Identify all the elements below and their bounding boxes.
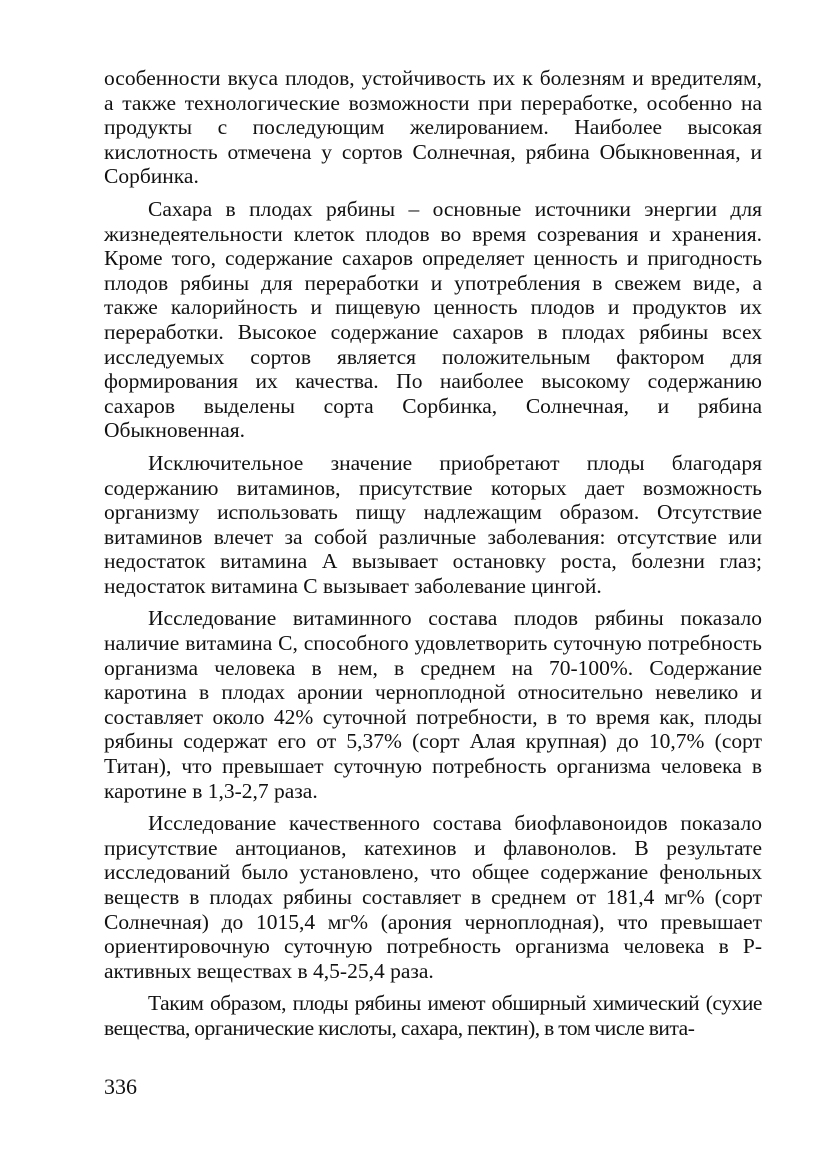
document-body — [104, 66, 762, 1049]
paragraph-3: Исключительное значение приобретают плоды благодаря содержанию витаминов, присутствие которых дает возможность организму использовать пищу надлежащим образом. Отсутствие витаминов влечет за собой различные заболевания: отсутствие или недостаток витамина А вызывает остановку роста, болезни глаз; недостаток витамина С вызывает заболевание цингой. — [104, 450, 762, 598]
paragraph-6: Таким образом, плоды рябины имеют обширный химический (сухие вещества, органические кислоты, сахара, пектин), в том числе вита- — [104, 991, 762, 1040]
page-number: 336 — [104, 1074, 137, 1099]
paragraph-1: особенности вкуса плодов, устойчивость их к болезням и вредителям, а также технологические возможности при переработке, особенно на продукты с последующим желированием. Наиболее высокая кислотность отмечена у сортов Солнечная, рябина Обыкновенная, и Сорбинка. — [104, 66, 762, 189]
paragraph-2: Сахара в плодах рябины – основные источники энергии для жизнедеятельности клеток плодов во время созревания и хранения. Кроме того, содержание сахаров определяет ценность и пригодность плодов рябины для переработки и употребления в свежем виде, а также калорийность и пищевую ценность плодов и продуктов их переработки. Высокое содержание сахаров в плодах рябины всех исследуемых сортов является положительным фактором для формирования их качества. По наиболее высокому содержанию сахаров выделены сорта Сорбинка, Солнечная, и рябина Обыкновенная. — [104, 196, 762, 443]
paragraph-4: Исследование витаминного состава плодов рябины показало наличие витамина С, способного удовлетворить суточную потребность организма человека в нем, в среднем на 70-100%. Содержание каротина в плодах аронии черноплодной относительно невелико и составляет около 42% суточной потребности, в то время как, плоды рябины содержат его от 5,37% (сорт Алая крупная) до 10,7% (сорт Титан), что превышает суточную потребность организма человека в каротине в 1,3-2,7 раза. — [104, 606, 762, 803]
paragraph-5: Исследование качественного состава биофлавоноидов показало присутствие антоцианов, катехинов и флавонолов. В результате исследований было установлено, что общее содержание фенольных веществ в плодах рябины составляет в среднем от 181,4 мг% (сорт Солнечная) до 1015,4 мг% (арония черноплодная), что превышает ориентировочную суточную потребность организма человека в Р-активных веществах в 4,5-25,4 раза. — [104, 811, 762, 983]
